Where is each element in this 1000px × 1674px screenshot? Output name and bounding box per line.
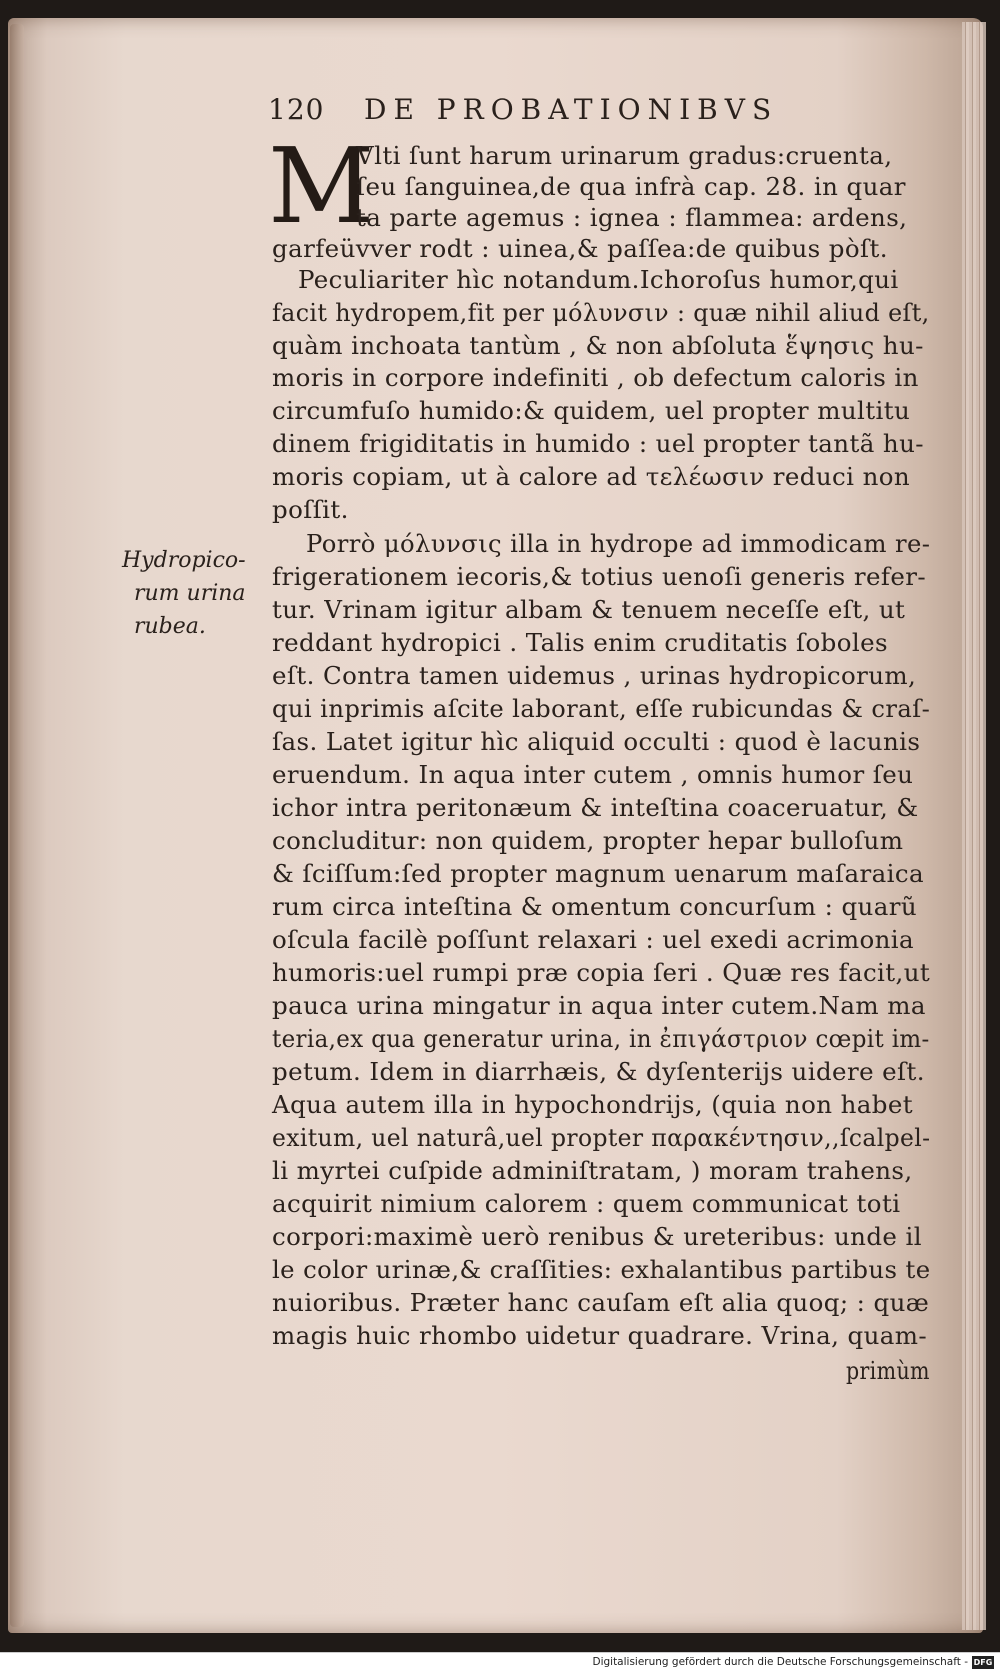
body-line: & ſciſſum:ſed propter magnum uenarum maſaraica [272,859,925,888]
body-line: exitum, uel naturâ,uel propter παρακέντησιν,,ſcalpel- [272,1123,931,1152]
body-line: garfeüvver rodt : uinea,& paſſea:de quibus pòſt. [272,234,888,263]
marginal-note-line: Hydropico- [122,548,246,573]
marginal-note-line: rubea. [134,614,206,639]
body-line: oſcula facilè poſſunt relaxari : uel exedi acrimonia [272,925,915,954]
body-line: quàm inchoata tantùm , & non abſoluta ἕψησις hu- [272,331,924,360]
body-line: tur. Vrinam igitur albam & tenuem neceſſe eſt, ut [272,595,906,624]
body-line: concluditur: non quidem, propter hepar bulloſum [272,826,904,855]
body-line: li myrtei cuſpide adminiſtratam, ) moram trahens, [272,1156,913,1185]
funding-credit: Digitalisierung gefördert durch die Deutsche Forschungsgemeinschaft - [592,1656,968,1668]
body-line: eſt. Contra tamen uidemus , urinas hydropicorum, [272,661,917,690]
body-line: humoris:uel rumpi præ copia ſeri . Quæ res facit,ut [272,958,931,987]
body-line: frigerationem iecoris,& totius uenoſi generis refer- [272,562,927,591]
body-line: nuioribus. Præter hanc cauſam eſt alia quoq; : quæ [272,1288,930,1317]
dfg-logo: DFG [973,1658,993,1667]
body-line: rum circa inteſtina & omentum concurſum : quarũ [272,892,918,921]
footer-bar [0,1652,1000,1674]
catchword: primùm [846,1356,930,1385]
body-line: acquirit nimium calorem : quem communicat toti [272,1189,901,1218]
body-line: magis huic rhombo uidetur quadrare. Vrina, quam- [272,1321,928,1350]
marginal-note-line: rum urina [134,581,246,606]
body-line: circumfuſo humido:& quidem, uel propter multitu [272,396,911,425]
body-line: facit hydropem,fit per μόλυνσιν : quæ nihil aliud eſt, [272,298,930,327]
body-line: le color urinæ,& craſſities: exhalantibus partibus te [272,1255,931,1284]
body-line: Porrò μόλυνσις illa in hydrope ad immodicam re- [306,529,931,558]
body-line: corpori:maximè uerò renibus & ureteribus: unde il [272,1222,922,1251]
body-line: moris copiam, ut à calore ad τελέωσιν reduci non [272,462,911,491]
body-line: moris in corpore indefiniti , ob defectum caloris in [272,363,919,392]
body-line: teria,ex qua generatur urina, in ἐπιγάστριον cœpit im- [272,1024,930,1053]
body-line: ichor intra peritonæum & inteſtina coaceruatur, & [272,793,919,822]
body-line: petum. Idem in diarrhæis, & dyſenterijs uidere eſt. [272,1057,925,1086]
body-line: ta parte agemus : ignea : flammea: ardens, [356,203,908,232]
body-line: dinem frigiditatis in humido : uel propter tantã hu- [272,429,924,458]
body-line: eruendum. In aqua inter cutem , omnis humor ſeu [272,760,914,789]
body-line: pauca urina mingatur in aqua inter cutem.Nam ma [272,991,926,1020]
body-line: qui inprimis aſcite laborant, eſſe rubicundas & craſ- [272,694,931,723]
page-number: 120 [268,93,325,126]
body-line: Peculiariter hìc notandum.Ichoroſus humor,qui [298,265,899,294]
body-line: poſſit. [272,495,349,524]
body-line: ſas. Latet igitur hìc aliquid occulti : quod è lacunis [272,727,921,756]
running-title: DE PROBATIONIBVS [364,93,779,126]
body-line: Aqua autem illa in hypochondrijs, (quia non habet [272,1090,914,1119]
body-line: ſeu ſanguinea,de qua infrà cap. 28. in quar [356,172,906,201]
body-line: Vlti ſunt harum urinarum gradus:cruenta, [356,141,893,170]
body-line: reddant hydropici . Talis enim cruditatis ſoboles [272,628,888,657]
drop-capital: M [268,125,375,247]
